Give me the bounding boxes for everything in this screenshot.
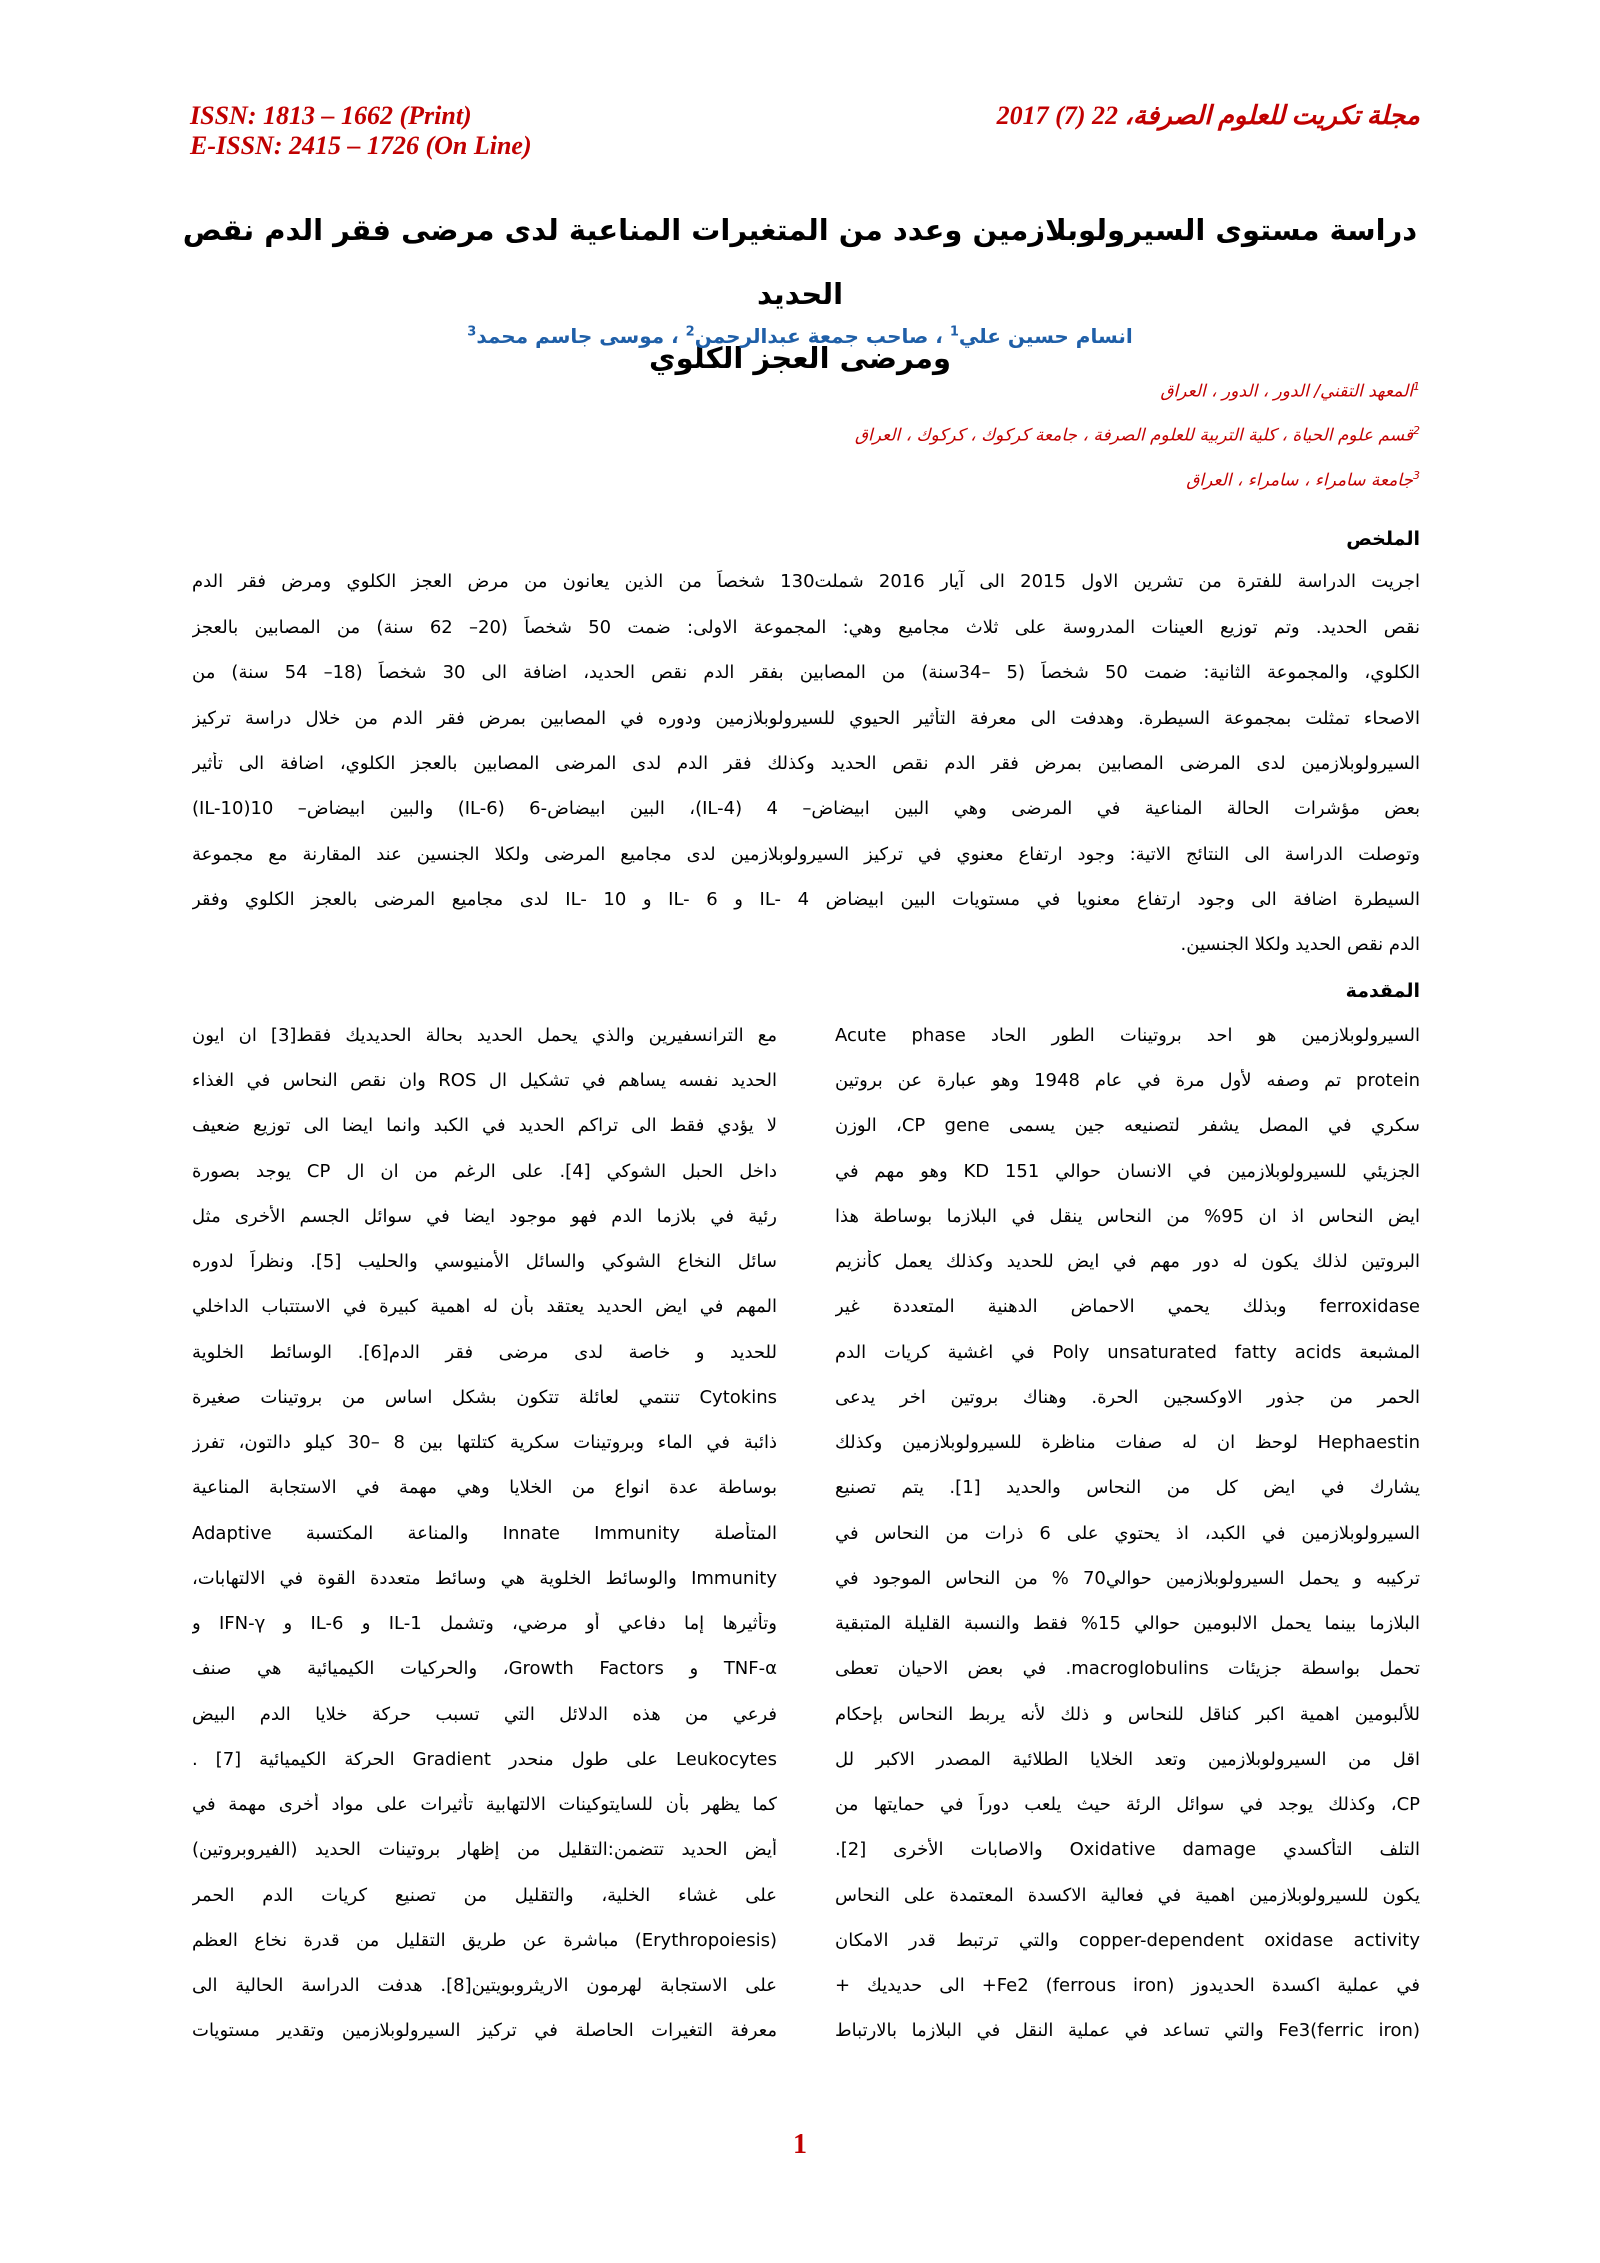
intro-left-line: مع الترانسفيرين والذي يحمل الحديد بحالة الحديديك فقط[3] ان ايون: [192, 1025, 777, 1046]
intro-right-line: البلازما بينما يحمل الالبومين حوالي 15% فقط والنسبة القليلة المتبقية: [835, 1613, 1420, 1634]
abstract-line: نقص الحديد. وتم توزيع العينات المدروسة على ثلاث مجاميع وهي: المجموعة الاولى: ضمت 50 شخصاً (20– 62 سنة) من المصابين بالعجز: [192, 617, 1420, 638]
author-1: انسام حسين علي: [958, 324, 1133, 348]
intro-right-line: يشارك في ايض كل من النحاس والحديد [1]. يتم تصنيع: [835, 1477, 1420, 1498]
intro-left-line: للحديد و خاصة لدى مرضى فقر الدم[6]. الوسائط الخلوية: [192, 1342, 777, 1363]
intro-left-line: المهم في ايض الحديد يعتقد بأن له اهمية كبيرة في الاستتباب الداخلي: [192, 1296, 777, 1317]
abstract-line: السيرولوبلازمين لدى المرضى المصابين بمرض فقر الدم نقص الحديد وكذلك فقر الدم لدى المرضى المصابين بالعجز الكلوي، اضافة الى تأثير: [192, 753, 1420, 774]
intro-right-line: للألبومين اهمية اكبر كناقل للنحاس و ذلك لأنه يربط النحاس بإحكام: [835, 1704, 1420, 1725]
affiliation-3: [1186, 469, 1420, 491]
intro-left-line: المتأصلة Innate Immunity والمناعة المكتسبة Adaptive: [192, 1523, 777, 1544]
intro-left-line: (Erythropoiesis) مباشرة عن طريق التقليل من قدرة نخاع العظم: [192, 1930, 777, 1951]
author-3-affiliation-mark: 3: [467, 324, 477, 340]
issn-print: ISSN: 1813 – 1662 (Print): [190, 101, 472, 130]
intro-left-line: Immunity والوسائط الخلوية هي وسائط متعددة القوة في الالتهابات،: [192, 1568, 777, 1589]
abstract-line: السيطرة اضافة الى وجود ارتفاع معنويا في مستويات البين ابيضاض IL- 4 و IL- 6 و IL- 10 لدى مجاميع المرضى بالعجز الكلوي وفقر: [192, 889, 1420, 910]
intro-right-line: تحمل بواسطة جزيئات macroglobulins. في بعض الاحيان تعطى: [835, 1658, 1420, 1679]
intro-left-line: فرعي من هذه الدلائل التي تسبب حركة خلايا الدم البيض: [192, 1704, 777, 1725]
intro-left-line: ذائبة في الماء وبروتينات سكرية كتلتها بين 8 –30 كيلو دالتون، تفرز: [192, 1432, 777, 1453]
intro-right-line: يكون للسيرولوبلازمين اهمية في فعالية الاكسدة المعتمدة على النحاس: [835, 1885, 1420, 1906]
abstract-line: الاصحاء تمثلت بمجموعة السيطرة. وهدفت الى معرفة التأثير الحيوي للسيرولوبلازمين ودوره في المصابين بمرض فقر الدم من خلال دراسة تركيز: [192, 708, 1420, 729]
abstract-line: بعض مؤشرات الحالة المناعية في المرضى وهي البين ابيضاض– 4 (IL-4)، البين ابيضاض-6 (IL-6) والبين ابيضاض– 10(IL-10): [192, 798, 1420, 819]
abstract-line: الكلوي، والمجموعة الثانية: ضمت 50 شخصاً (5 –34سنة) من المصابين بفقر الدم نقص الحديد، اضافة الى 30 شخصاً (18– 54 سنة) من: [192, 662, 1420, 683]
affiliation-2: [855, 424, 1420, 446]
intro-left-line: وتأثيرها إما دفاعي أو مرضي، وتشمل IL-1 و IL-6 و IFN-γ و: [192, 1613, 777, 1634]
author-separator: ،: [664, 324, 686, 348]
affiliation-text: المعهد التقني/ الدور ، الدور ، العراق: [1160, 381, 1413, 402]
author-2: صاحب جمعة عبدالرحمن: [694, 324, 929, 348]
intro-right-line: الحمر من جذور الاوكسجين الحرة. وهناك بروتين اخر يدعى: [835, 1387, 1420, 1408]
intro-left-line: على الاستجابة لهرمون الاريثروبويتين[8]. هدفت الدراسة الحالية الى: [192, 1975, 777, 1996]
intro-left-line: كما يظهر بأن للسايتوكينات الالتهابية تأثيرات على مواد أخرى مهمة في: [192, 1794, 777, 1815]
affiliation-1: [1160, 380, 1420, 402]
author-1-affiliation-mark: 1: [949, 324, 959, 340]
intro-left-line: TNF-α و Growth Factors، والحركيات الكيميائية هي صنف: [192, 1658, 777, 1679]
intro-right-line: ferroxidase وبذلك يحمي الاحماض الدهنية المتعددة غير: [835, 1296, 1420, 1317]
intro-right-line: في عملية اكسدة الحديدوز (ferrous iron) Fe2+ الى حديديك +: [835, 1975, 1420, 1996]
title-line-2: ومرضى العجز الكلوي: [648, 341, 951, 375]
intro-left-line: سائل النخاع الشوكي والسائل الأمنيوسي والحليب [5]. ونظراً لدوره: [192, 1251, 777, 1272]
intro-left-line: لا يؤدي فقط الى تراكم الحديد في الكبد وانما ايضا الى توزيع ضعيف: [192, 1115, 777, 1136]
intro-left-line: داخل الحبل الشوكي [4]. على الرغم من ان ال CP يوجد بصورة: [192, 1161, 777, 1182]
abstract-line: وتوصلت الدراسة الى النتائج الاتية: وجود ارتفاع معنوي في تركيز السيرولوبلازمين لدى مجاميع المرضى ولكلا الجنسين عند المقارنة مع مجموعة: [192, 844, 1420, 865]
title-line-1: دراسة مستوى السيرولوبلازمين وعدد من المتغيرات المناعية لدى مرضى فقر الدم نقص الحديد: [182, 213, 1418, 311]
introduction-heading: المقدمة: [1345, 980, 1420, 1002]
author-3: موسى جاسم محمد: [476, 324, 665, 348]
author-separator: ،: [928, 324, 950, 348]
intro-right-line: Hephaestin لوحظ ان له صفات مناظرة للسيرولوبلازمين وكذلك: [835, 1432, 1420, 1453]
affiliation-mark: 2: [1413, 424, 1420, 437]
intro-left-line: Leukocytes على طول منحدر Gradient الحركة الكيميائية [7] .: [192, 1749, 777, 1770]
intro-right-line: ايض النحاس اذ ان 95% من النحاس ينقل في البلازما بوساطة هذا: [835, 1206, 1420, 1227]
page-number: 1: [793, 2129, 807, 2160]
journal-citation: مجلة تكريت للعلوم الصرفة، 22 (7) 2017: [996, 101, 1420, 130]
intro-left-line: Cytokins تنتمي لعائلة تتكون بشكل اساس من بروتينات صغيرة: [192, 1387, 777, 1408]
author-list: [200, 324, 1400, 348]
intro-right-line: تركيبه و يحمل السيرولوبلازمين حوالي70 % من النحاس الموجود في: [835, 1568, 1420, 1589]
intro-right-line: Fe3(ferric iron) والتي تساعد في عملية النقل في البلازما بالارتباط: [835, 2020, 1420, 2041]
intro-right-line: الجزيئي للسيرولوبلازمين في الانسان حوالي 151 KD وهو مهم في: [835, 1161, 1420, 1182]
intro-left-line: بوساطة عدة انواع من الخلايا وهي مهمة في الاستجابة المناعية: [192, 1477, 777, 1498]
issn-online: E-ISSN: 2415 – 1726 (On Line): [190, 131, 532, 160]
author-2-affiliation-mark: 2: [685, 324, 695, 340]
intro-right-line: السيرولوبلازمين في الكبد، اذ يحتوي على 6 ذرات من النحاس في: [835, 1523, 1420, 1544]
intro-right-line: protein تم وصفه لأول مرة في عام 1948 وهو عبارة عن بروتين: [835, 1070, 1420, 1091]
intro-left-line: معرفة التغيرات الحاصلة في تركيز السيرولوبلازمين وتقدير مستويات: [192, 2020, 777, 2041]
intro-right-line: CP، وكذلك يوجد في سوائل الرئة حيث يلعب دوراً في حمايتها من: [835, 1794, 1420, 1815]
intro-right-line: copper-dependent oxidase activity والتي ترتبط قدر الامكان: [835, 1930, 1420, 1951]
abstract-heading: الملخص: [1346, 528, 1420, 550]
paper-title: [160, 198, 1440, 390]
issn-block: [190, 101, 532, 161]
intro-left-line: أيض الحديد تتضمن:التقليل من إظهار بروتينات الحديد (الفيروبروتين): [192, 1839, 777, 1860]
affiliation-text: قسم علوم الحياة ، كلية التربية للعلوم الصرفة ، جامعة كركوك ، كركوك ، العراق: [854, 425, 1413, 446]
intro-left-line: رئية في بلازما الدم فهو موجود ايضا في سوائل الجسم الأخرى مثل: [192, 1206, 777, 1227]
affiliation-text: جامعة سامراء ، سامراء ، العراق: [1186, 470, 1413, 491]
intro-right-line: اقل من السيرولوبلازمين وتعد الخلايا الطلائية المصدر الاكبر لل: [835, 1749, 1420, 1770]
intro-right-line: المشبعة Poly unsaturated fatty acids في اغشية كريات الدم: [835, 1342, 1420, 1363]
intro-right-line: السيرولوبلازمين هو احد بروتينات الطور الحاد Acute phase: [835, 1025, 1420, 1046]
intro-right-line: التلف التأكسدي Oxidative damage والاصابات الأخرى [2].: [835, 1839, 1420, 1860]
abstract-line: اجريت الدراسة للفترة من تشرين الاول 2015 الى آيار 2016 شملت130 شخصاً من الذين يعانون من مرض العجز الكلوي ومرض فقر الدم: [192, 571, 1420, 592]
intro-left-line: على غشاء الخلية، والتقليل من تصنيع كريات الدم الحمر: [192, 1885, 777, 1906]
abstract-line: الدم نقص الحديد ولكلا الجنسين.: [1180, 934, 1420, 955]
intro-left-line: الحديد نفسه يساهم في تشكيل ال ROS وان نقص النحاس في الغذاء: [192, 1070, 777, 1091]
intro-right-line: سكري في المصل يشفر لتصنيعه جين يسمى CP gene، الوزن: [835, 1115, 1420, 1136]
affiliation-mark: 3: [1413, 469, 1420, 482]
intro-right-line: البروتين لذلك يكون له دور مهم في ايض للحديد وكذلك يعمل كأنزيم: [835, 1251, 1420, 1272]
affiliation-mark: 1: [1413, 380, 1420, 393]
